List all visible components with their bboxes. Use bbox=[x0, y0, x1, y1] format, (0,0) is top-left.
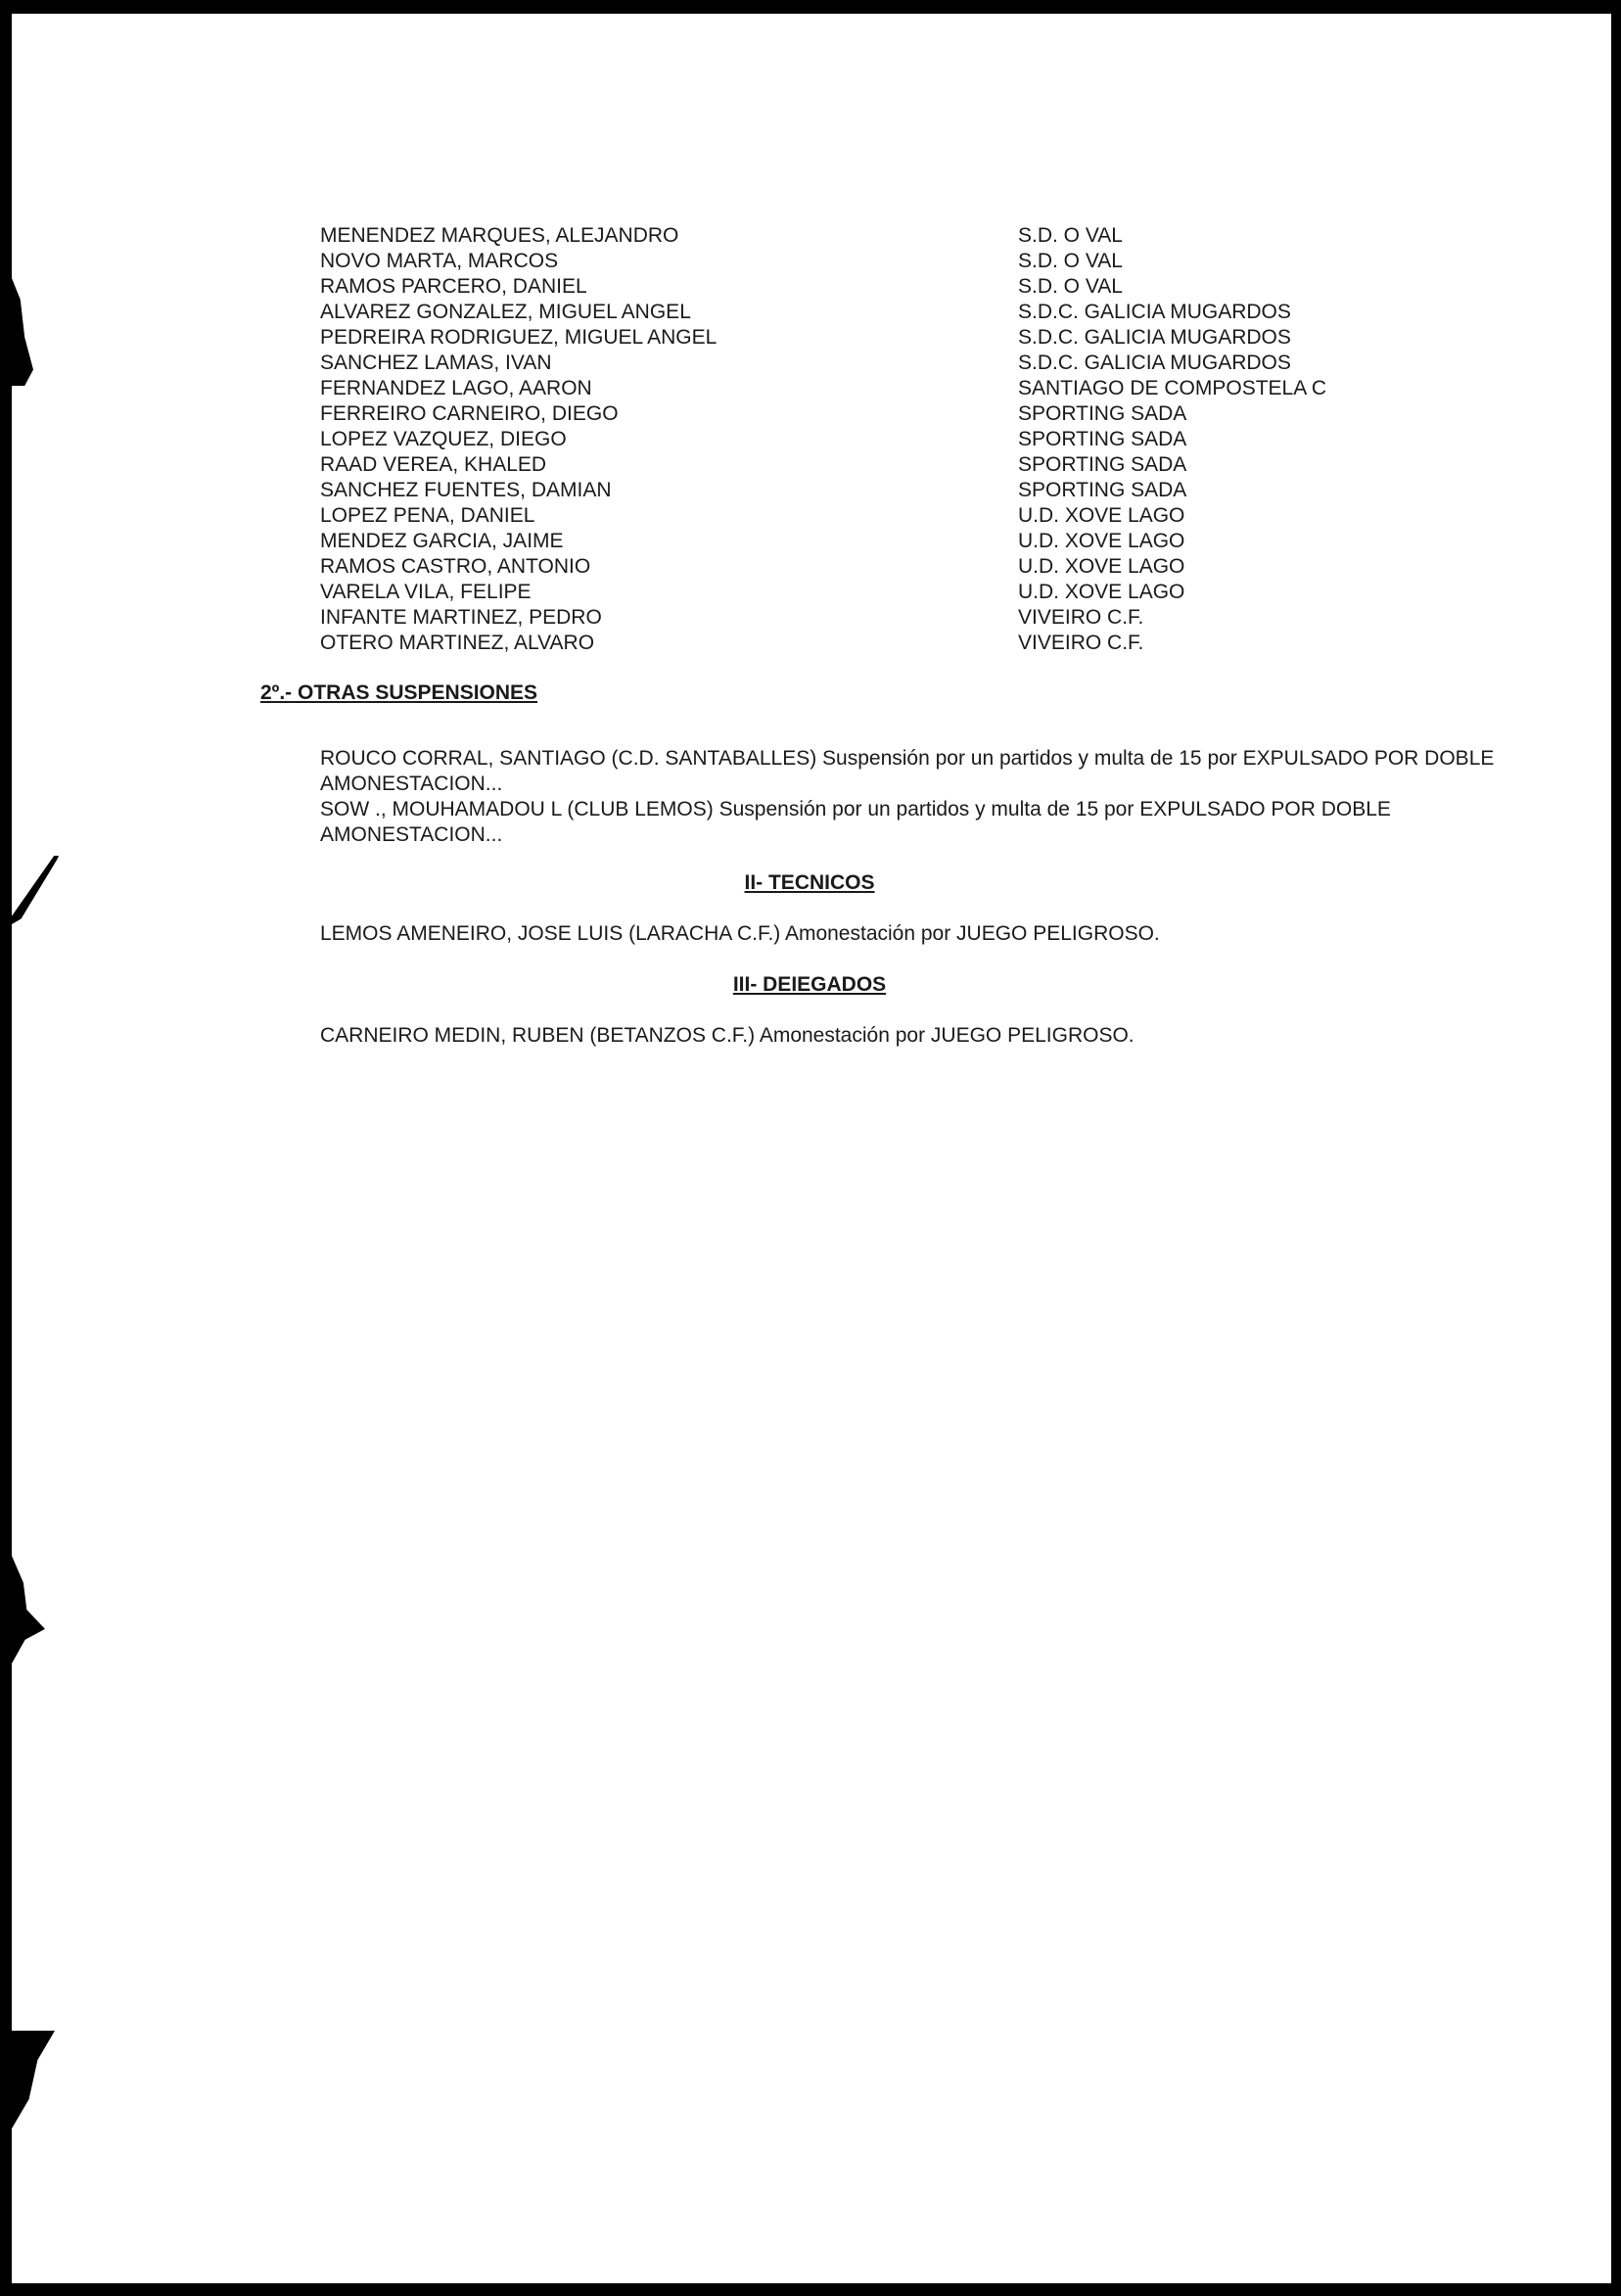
player-club: VIVEIRO C.F. bbox=[1018, 606, 1144, 629]
player-name: MENENDEZ MARQUES, ALEJANDRO bbox=[320, 224, 679, 247]
player-name: RAMOS CASTRO, ANTONIO bbox=[320, 555, 591, 578]
player-club: S.D.C. GALICIA MUGARDOS bbox=[1018, 351, 1291, 374]
player-name: ALVAREZ GONZALEZ, MIGUEL ANGEL bbox=[320, 301, 691, 323]
player-row bbox=[320, 503, 1446, 529]
player-club: SPORTING SADA bbox=[1018, 402, 1187, 425]
section-title-otras-suspensiones: 2º.- OTRAS SUSPENSIONES bbox=[260, 681, 538, 704]
player-name: PEDREIRA RODRIGUEZ, MIGUEL ANGEL bbox=[320, 326, 718, 349]
sanctioned-players-list bbox=[320, 223, 1446, 656]
player-row bbox=[320, 452, 1446, 478]
player-club: U.D. XOVE LAGO bbox=[1018, 504, 1185, 527]
tecnicos-entry: LEMOS AMENEIRO, JOSE LUIS (LARACHA C.F.) Amonestación por JUEGO PELIGROSO. bbox=[320, 922, 1160, 945]
player-row bbox=[320, 554, 1446, 580]
player-name: SANCHEZ FUENTES, DAMIAN bbox=[320, 479, 612, 501]
player-club: U.D. XOVE LAGO bbox=[1018, 555, 1185, 578]
player-club: SANTIAGO DE COMPOSTELA C bbox=[1018, 377, 1327, 399]
player-name: OTERO MARTINEZ, ALVARO bbox=[320, 632, 595, 654]
suspension-entry: SOW ., MOUHAMADOU L (CLUB LEMOS) Suspensión por un partidos y multa de 15 por EXPULSADO POR DOBLE AMONESTACION... bbox=[320, 798, 1391, 846]
player-club: S.D.C. GALICIA MUGARDOS bbox=[1018, 301, 1291, 323]
scan-artifact bbox=[12, 278, 33, 386]
scan-artifact bbox=[12, 1556, 45, 1663]
delegados-entry: CARNEIRO MEDIN, RUBEN (BETANZOS C.F.) Amonestación por JUEGO PELIGROSO. bbox=[320, 1024, 1135, 1047]
document-page bbox=[12, 14, 1611, 2283]
player-name: VARELA VILA, FELIPE bbox=[320, 581, 532, 603]
suspension-entry: ROUCO CORRAL, SANTIAGO (C.D. SANTABALLES) Suspensión por un partidos y multa de 15 por EXPULSADO POR DOBLE AMONESTACION... bbox=[320, 747, 1495, 795]
player-name: RAMOS PARCERO, DANIEL bbox=[320, 275, 587, 298]
player-name: LOPEZ VAZQUEZ, DIEGO bbox=[320, 428, 567, 450]
player-row bbox=[320, 300, 1446, 325]
player-club: U.D. XOVE LAGO bbox=[1018, 530, 1185, 552]
scan-artifact bbox=[12, 856, 59, 924]
player-name: SANCHEZ LAMAS, IVAN bbox=[320, 351, 552, 374]
player-row bbox=[320, 401, 1446, 427]
player-name: FERREIRO CARNEIRO, DIEGO bbox=[320, 402, 619, 425]
player-row bbox=[320, 223, 1446, 249]
player-club: S.D. O VAL bbox=[1018, 224, 1123, 247]
scan-artifact bbox=[12, 2031, 55, 2129]
player-club: S.D.C. GALICIA MUGARDOS bbox=[1018, 326, 1291, 349]
player-row bbox=[320, 376, 1446, 401]
heading-tecnicos: II- TECNICOS bbox=[744, 871, 875, 894]
player-name: RAAD VEREA, KHALED bbox=[320, 453, 547, 476]
player-club: VIVEIRO C.F. bbox=[1018, 632, 1144, 654]
player-row bbox=[320, 605, 1446, 631]
player-row bbox=[320, 274, 1446, 300]
player-name: NOVO MARTA, MARCOS bbox=[320, 250, 559, 272]
player-row bbox=[320, 249, 1446, 274]
player-row bbox=[320, 351, 1446, 376]
player-name: INFANTE MARTINEZ, PEDRO bbox=[320, 606, 602, 629]
player-club: SPORTING SADA bbox=[1018, 453, 1187, 476]
player-name: FERNANDEZ LAGO, AARON bbox=[320, 377, 592, 399]
player-row bbox=[320, 325, 1446, 351]
player-club: SPORTING SADA bbox=[1018, 479, 1187, 501]
player-club: S.D. O VAL bbox=[1018, 250, 1123, 272]
player-club: U.D. XOVE LAGO bbox=[1018, 581, 1185, 603]
otras-suspensiones-list bbox=[320, 746, 1524, 848]
player-row bbox=[320, 529, 1446, 554]
player-row bbox=[320, 427, 1446, 452]
player-name: LOPEZ PENA, DANIEL bbox=[320, 504, 535, 527]
player-row bbox=[320, 478, 1446, 503]
player-club: SPORTING SADA bbox=[1018, 428, 1187, 450]
player-row bbox=[320, 580, 1446, 605]
player-row bbox=[320, 631, 1446, 656]
heading-delegados: III- DEIEGADOS bbox=[732, 973, 887, 996]
player-club: S.D. O VAL bbox=[1018, 275, 1123, 298]
player-name: MENDEZ GARCIA, JAIME bbox=[320, 530, 564, 552]
